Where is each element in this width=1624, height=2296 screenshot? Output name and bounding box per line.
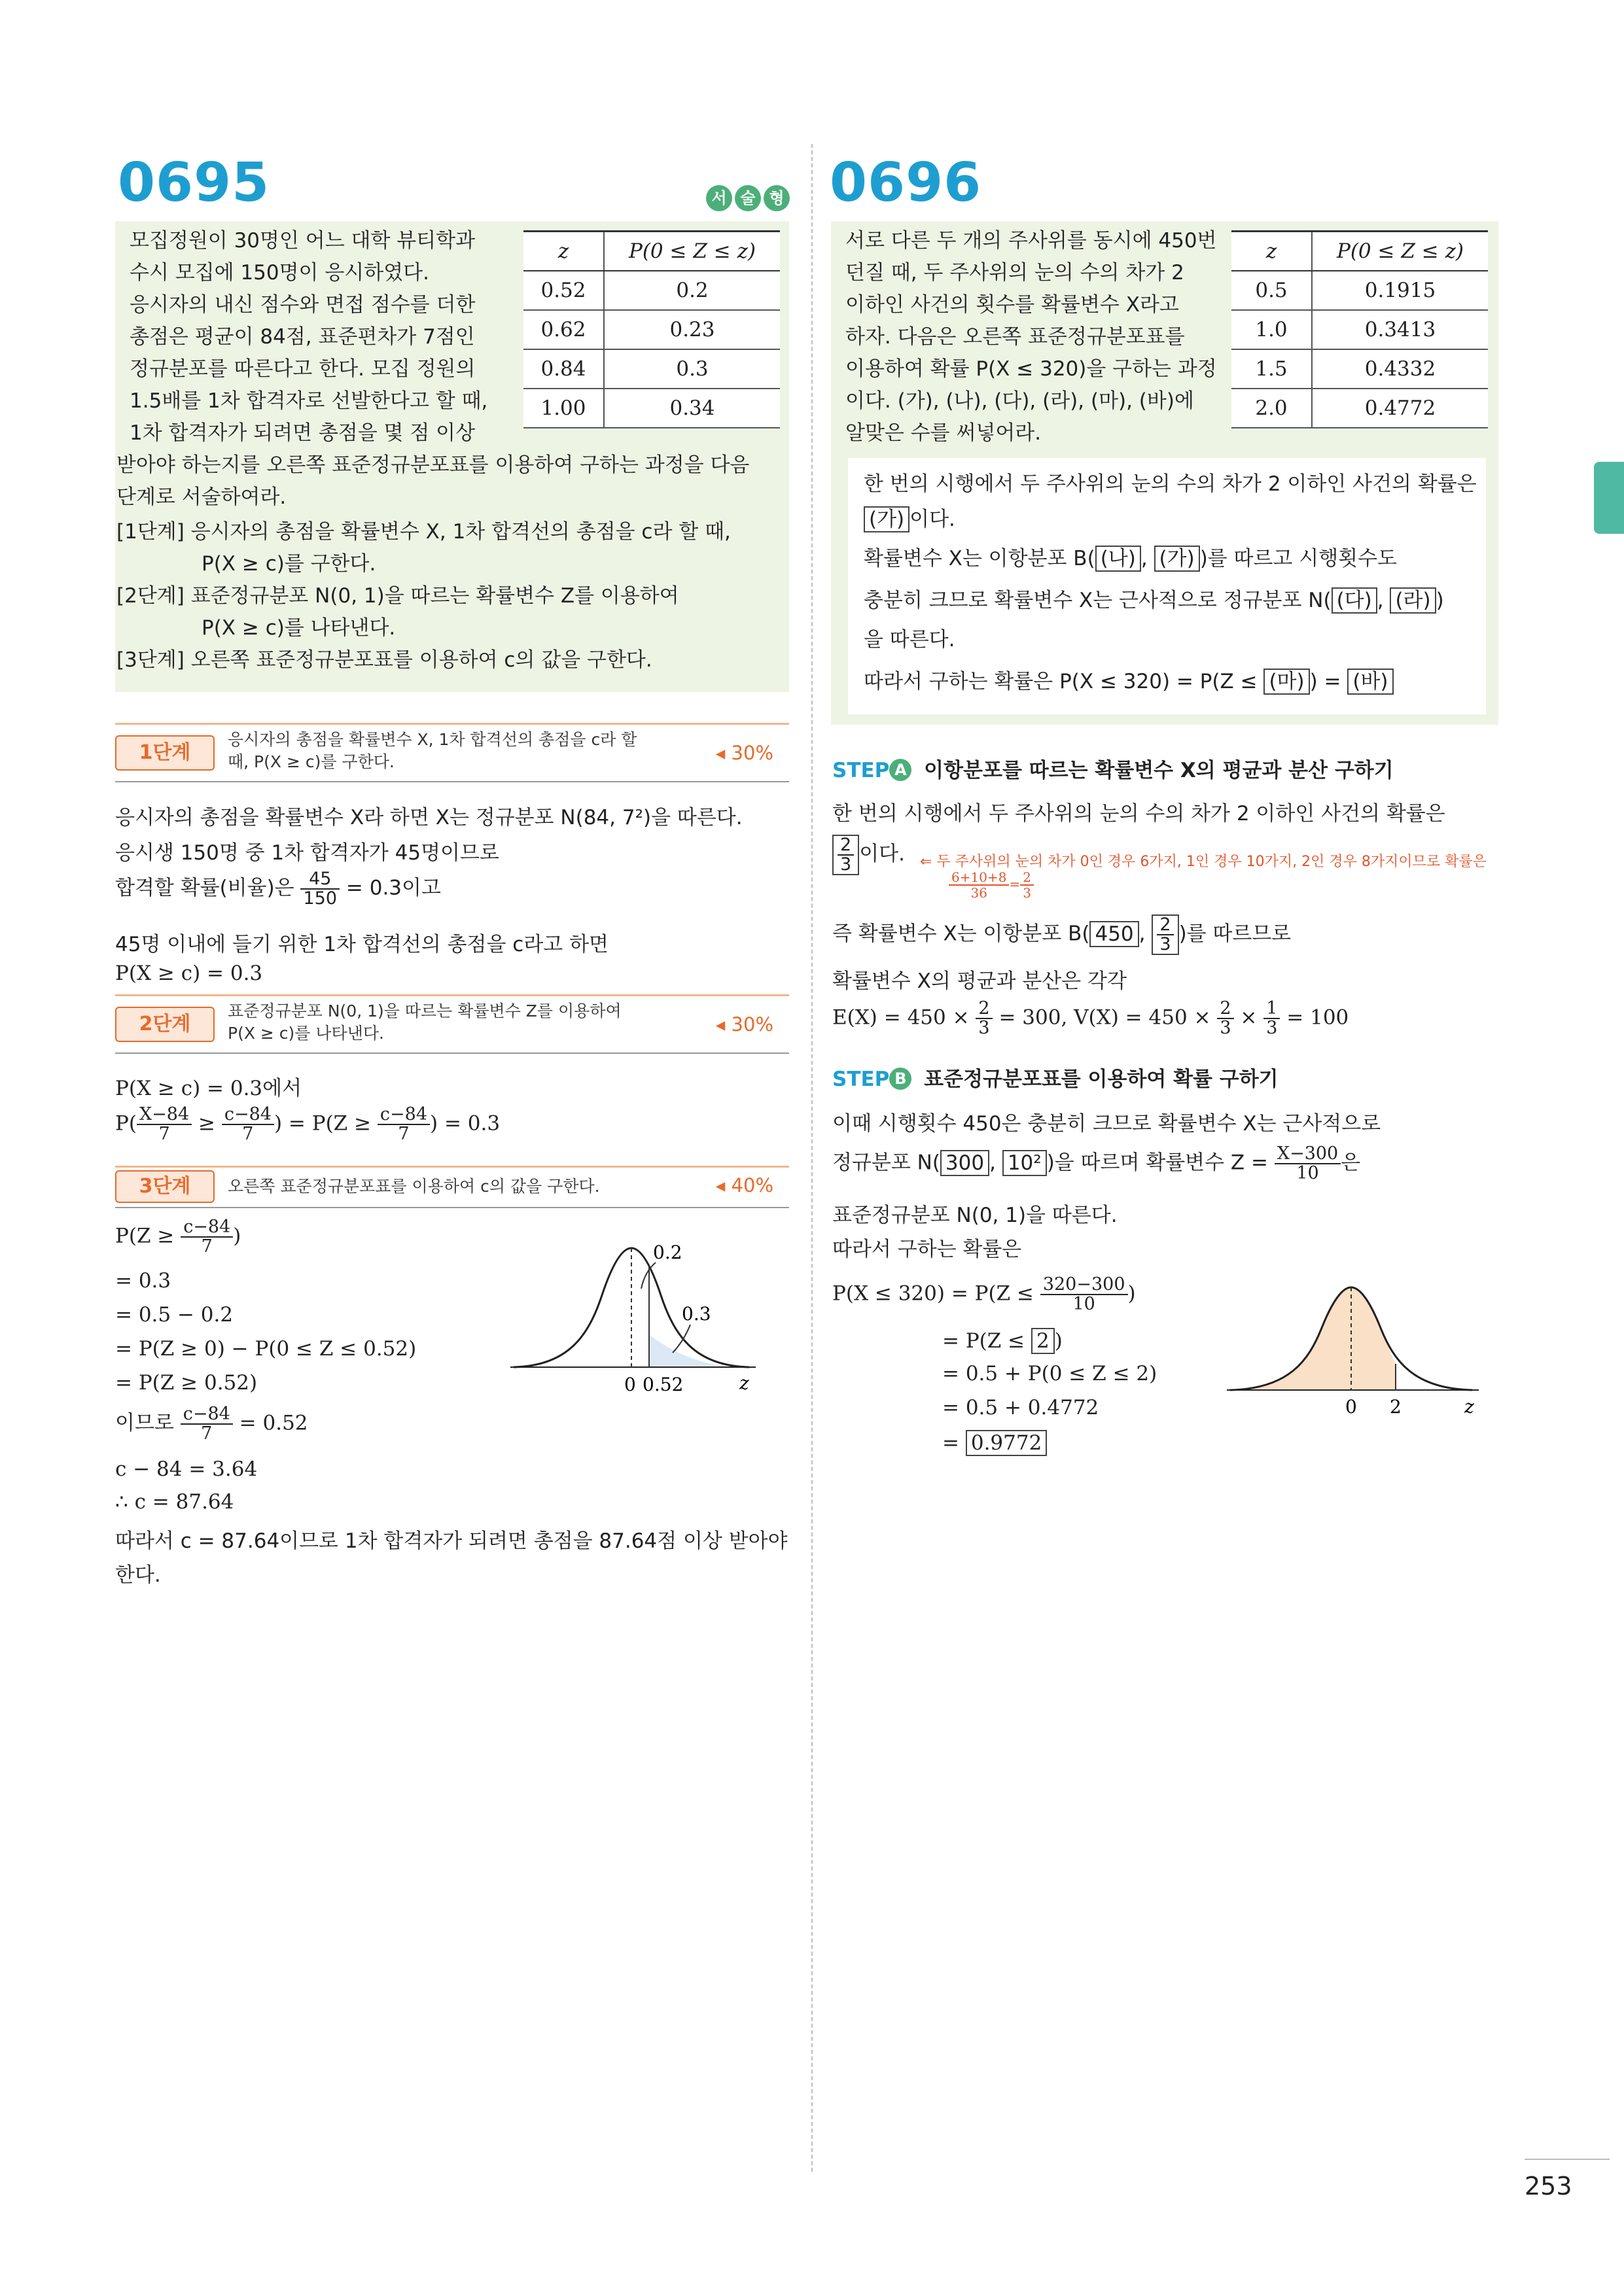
question-line: 던질 때, 두 주사위의 눈의 수의 차가 2 [845,261,1184,285]
badge-sul: 술 [735,185,761,211]
table-cell: 0.2 [604,271,780,310]
step3-line: 한다. [115,1563,161,1587]
stepb-equation: = 0.5 + 0.4772 [942,1396,1099,1419]
step1-line: 응시자의 총점을 확률변수 X라 하면 X는 정규분포 N(84, 7²)을 따른다. [115,806,743,829]
stepa-line: 한 번의 시행에서 두 주사위의 눈의 수의 차가 2 이하인 사건의 확률은 [832,802,1445,826]
badge-seo: 서 [706,185,732,211]
step2-line: P(X ≥ c) = 0.3에서 [115,1077,302,1100]
table-cell: 0.5 [1231,271,1312,310]
shaded-area [1230,1287,1396,1390]
table-cell: 0.23 [604,310,780,349]
step3-equation: 이므로 $\frac{c-84}{7}$ = 0.52 [115,1404,308,1444]
step3-line: ∴ c = 87.64 [115,1490,234,1514]
blank-box: (마) [1263,669,1309,695]
chapter-side-tab [1594,462,1624,534]
table-row [523,271,780,310]
question-line: 이용하여 확률 P(X ≤ 320)을 구하는 과정 [845,357,1217,381]
table-row [1231,271,1488,310]
step1-line [115,870,441,908]
problem-number-0696: 0696 [830,152,982,214]
table-cell: 0.3413 [1312,310,1488,349]
stage-line: P(X ≥ c)를 구한다. [202,552,376,576]
question-line: 1.5배를 1차 합격자로 선발한다고 할 때, [130,389,488,413]
question-line: 정규분포를 따른다고 한다. 모집 정원의 [130,357,476,381]
step-1-bar [115,723,789,782]
fraction-box: $\frac{2}{3}$ [1152,914,1178,955]
answer-box: 0.9772 [966,1430,1047,1456]
answer-box: 450 [1089,921,1139,947]
step-1-badge: 1단계 [115,735,215,771]
step1-line: P(X ≥ c) = 0.3 [115,962,263,985]
step-desc-line: 때, P(X ≥ c)를 구한다. [228,752,395,771]
blank-box: (바) [1347,669,1393,695]
blank-box: (다) [1332,587,1377,614]
table-cell: 1.0 [1231,310,1312,349]
question-line: 서로 다른 두 개의 주사위를 동시에 450번 [845,229,1217,252]
step3-equation: P(Z ≥ $\frac{c-84}{7}$ ) [115,1217,241,1257]
fraction-box: $\frac{2}{3}$ [832,835,859,875]
step-3-percent: ◂ 40% [715,1174,773,1196]
step2-equation: P( $\frac{X-84}{7}$ ≥ $\frac{c-84}{7}$ ) = P(Z ≥ $\frac{c-84}{7}$ ) = 0.3 [115,1104,501,1144]
z-table-0696 [1231,230,1488,428]
table-header: z [1231,232,1312,271]
question-line: 총점은 평균이 84점, 표준편차가 7점인 [130,325,475,349]
question-line: 수시 모집에 150명이 응시하였다. [130,261,429,285]
essay-badges [703,183,790,211]
question-line: 이다. (가), (나), (다), (라), (마), (바)에 [845,389,1194,413]
step3-line: = P(Z ≥ 0) − P(0 ≤ Z ≤ 0.52) [115,1337,417,1361]
question-line: 이하인 사건의 횟수를 확률변수 X라고 [845,293,1179,317]
stage-line: [2단계] 표준정규분포 N(0, 1)을 따르는 확률변수 Z를 이용하여 [116,584,679,608]
axis-label: z [739,1372,749,1394]
step1-line: 응시생 150명 중 1차 합격자가 45명이므로 [115,841,499,865]
stepb-line: 표준정규분포 N(0, 1)을 따른다. [832,1204,1118,1227]
step-1-percent: ◂ 30% [715,742,773,764]
axis-tick: 0 [1345,1396,1357,1418]
question-line: 알맞은 수를 써넣어라. [845,421,1042,445]
step-2-percent: ◂ 30% [715,1013,773,1035]
table-cell: 1.5 [1231,349,1312,389]
step-1-desc [228,729,637,773]
page-number-rule [1525,2159,1610,2160]
table-cell: 0.84 [523,349,604,389]
stepb-equation: P(X ≤ 320) = P(Z ≤ $\frac{320-300}{10}$ ) [832,1274,1136,1314]
question-line: 모집정원이 30명인 어느 대학 뷰티학과 [130,229,476,252]
stage-line: [3단계] 오른쪽 표준정규분포표를 이용하여 c의 값을 구한다. [116,648,652,672]
inner-line: 따라서 구하는 확률은 P(X ≤ 320) = P(Z ≤ (마) ) = (바) [864,665,1394,695]
axis-tick: 2 [1390,1396,1402,1418]
column-divider [811,144,813,2172]
stepb-equation: = 0.9772 [942,1430,1047,1456]
page-number: 253 [1525,2172,1572,2200]
table-row [1231,349,1488,389]
table-header: z [523,232,604,271]
step-3-desc: 오른쪽 표준정규분포표를 이용하여 c의 값을 구한다. [228,1177,600,1196]
stepb-line: 정규분포 N( 300 , 10² )을 따르며 확률변수 Z = $\frac{X-300}{10}$ 은 [832,1143,1361,1183]
table-cell: 0.1915 [1312,271,1488,310]
stage-line: [1단계] 응시자의 총점을 확률변수 X, 1차 합격선의 총점을 c라 할 때, [116,520,731,544]
table-row [523,310,780,349]
z-table-0695 [523,230,780,428]
stepa-line: $\frac{2}{3}$ 이다. [832,835,905,875]
badge-hyeong: 형 [764,185,790,211]
blank-box: (라) [1390,587,1436,614]
table-header: P(0 ≤ Z ≤ z) [604,232,780,271]
stepa-line: 즉 확률변수 X는 이항분포 B( 450 , $\frac{2}{3}$ )를 따르므로 [832,914,1292,954]
inner-line: (가) 이다. [864,502,955,532]
problem-number-0695: 0695 [118,152,270,214]
step3-line: = 0.3 [115,1269,171,1293]
text: 합격할 확률(비율)은 [115,876,294,900]
step-a-heading: STEP A 이항분포를 따르는 확률변수 X의 평균과 분산 구하기 [832,759,1394,782]
table-cell: 0.52 [523,271,604,310]
step-3-badge: 3단계 [115,1170,215,1203]
answer-box: 10² [1002,1150,1047,1176]
question-line: 단계로 서술하여라. [116,485,287,509]
question-line: 받아야 하는지를 오른쪽 표준정규분포표를 이용하여 구하는 과정을 다음 [116,453,750,477]
stepa-equation: E(X) = 450 × $\frac{2}{3}$ = 300, V(X) = 450 × $\frac{2}{3}$ × $\frac{1}{3}$ = 100 [832,998,1349,1038]
inner-line: 충분히 크므로 확률변수 X는 근사적으로 정규분포 N( (다) , (라) ) [864,589,1444,612]
table-cell: 1.00 [523,389,604,428]
table-cell: 0.4332 [1312,349,1488,389]
step3-line: 따라서 c = 87.64이므로 1차 합격자가 되려면 총점을 87.64점 이상 받아야 [115,1529,788,1553]
graph-label: 0.3 [682,1303,711,1325]
inner-line: 한 번의 시행에서 두 주사위의 눈의 수의 차가 2 이하인 사건의 확률은 [864,472,1477,496]
answer-box: 2 [1031,1328,1055,1354]
step-3-bar [115,1166,789,1208]
table-cell: 0.3 [604,349,780,389]
inner-line: 을 따른다. [864,628,955,652]
step3-line: = P(Z ≥ 0.52) [115,1371,258,1395]
question-text-0696 [845,225,1238,449]
text: = 0.3이고 [345,876,441,900]
step3-line: = 0.5 − 0.2 [115,1303,234,1327]
table-cell: 0.62 [523,310,604,349]
blank-box: (가) [1154,546,1200,572]
stepa-note-fraction: $\frac{6+10+8}{36}$ = $\frac{2}{3}$ [949,870,1034,900]
stepa-note: ⇐ 두 주사위의 눈의 차가 0인 경우 6가지, 1인 경우 10가지, 2인 경우 8가지이므로 확률은 [920,854,1487,870]
table-row [1231,310,1488,349]
stepb-equation: = P(Z ≤ 2 ) [942,1329,1063,1353]
normal-curve-0696 [1224,1282,1485,1439]
step-desc-line: 응시자의 총점을 확률변수 X, 1차 합격선의 총점을 c라 할 [228,730,637,749]
step-desc-line: 표준정규분포 N(0, 1)을 따르는 확률변수 Z를 이용하여 [228,1001,622,1020]
table-row [523,389,780,428]
step-desc-line: P(X ≥ c)를 나타낸다. [228,1024,384,1043]
step-2-desc [228,1000,622,1045]
step1-line: 45명 이내에 들기 위한 1차 합격선의 총점을 c라고 하면 [115,933,609,956]
question-line: 1차 합격자가 되려면 총점을 몇 점 이상 [130,421,476,445]
blank-box: (나) [1095,546,1141,572]
axis-label: z [1464,1396,1474,1418]
question-line: 응시자의 내신 점수와 면접 점수를 더한 [130,293,476,317]
table-row [1231,389,1488,428]
stepb-line: 따라서 구하는 확률은 [832,1238,1022,1261]
inner-line: 확률변수 X는 이항분포 B( (나) , (가) )를 따르고 시행횟수도 [864,547,1398,570]
step-b-heading: STEP B 표준정규분포표를 이용하여 확률 구하기 [832,1068,1279,1091]
step-2-bar [115,994,789,1054]
table-cell: 2.0 [1231,389,1312,428]
step3-line: c − 84 = 3.64 [115,1457,258,1481]
stepb-equation: = 0.5 + P(0 ≤ Z ≤ 2) [942,1362,1157,1385]
stage-line: P(X ≥ c)를 나타낸다. [202,616,396,640]
table-row [523,349,780,389]
normal-curve-0695 [504,1236,766,1406]
stepa-line: 확률변수 X의 평균과 분산은 각각 [832,969,1127,993]
graph-label: 0.2 [653,1242,682,1263]
axis-tick: 0.52 [643,1374,684,1395]
blank-box: (가) [864,506,909,532]
question-line: 하자. 다음은 오른쪽 표준정규분포표를 [845,325,1185,349]
table-cell: 0.4772 [1312,389,1488,428]
step-2-badge: 2단계 [115,1007,215,1042]
fraction: $\frac{45}{150}$ [300,870,340,908]
table-header: P(0 ≤ Z ≤ z) [1312,232,1488,271]
stepb-line: 이때 시행횟수 450은 충분히 크므로 확률변수 X는 근사적으로 [832,1112,1381,1136]
answer-box: 300 [940,1150,989,1176]
table-cell: 0.34 [604,389,780,428]
axis-tick: 0 [624,1374,636,1395]
